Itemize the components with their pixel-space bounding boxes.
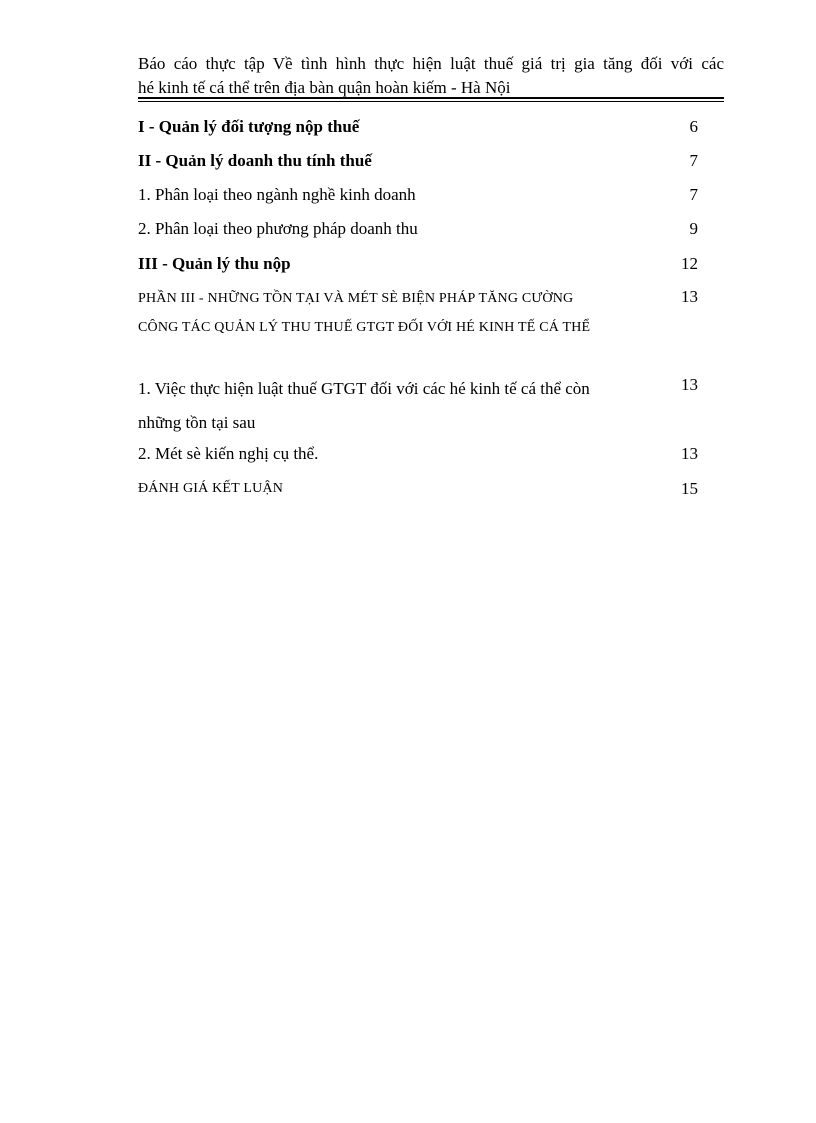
header-title-line-2: hé kinh tế cá thể trên địa bàn quận hoàn kiếm - Hà Nội bbox=[138, 78, 511, 97]
toc-entry-title: 1. Việc thực hiện luật thuế GTGT đối với các hé kinh tế cá thể còn những tồn tại sau bbox=[138, 379, 590, 432]
toc-entry-title: PHẦN III - NHỮNG TỒN TẠI VÀ MÉT SÈ BIỆN PHÁP TĂNG CƯỜNG CÔNG TÁC QUẢN LÝ THU THUẾ GTGT ĐỐI VỚI HÉ KINH TẾ CÁ THỂ bbox=[138, 291, 591, 335]
toc-entry-page: 13 bbox=[681, 375, 698, 394]
header-rule-thin bbox=[138, 101, 724, 102]
toc-entry-title: ĐÁNH GIÁ KẾT LUẬN bbox=[138, 481, 284, 496]
toc-entry-title: 1. Phân loại theo ngành nghề kinh doanh bbox=[138, 185, 416, 204]
toc-entry-page: 13 bbox=[681, 444, 698, 463]
toc-entry-page: 13 bbox=[681, 287, 698, 306]
toc-entry-page: 15 bbox=[681, 479, 698, 498]
toc-entry-page: 7 bbox=[689, 151, 698, 170]
toc-entry-page: 12 bbox=[681, 254, 698, 273]
toc-entry-page: 9 bbox=[689, 219, 698, 238]
toc-entry-title: 2. Phân loại theo phương pháp doanh thu bbox=[138, 219, 418, 238]
toc-entry-title: I - Quản lý đối tượng nộp thuế bbox=[138, 117, 360, 136]
toc-entry-page: 6 bbox=[689, 117, 698, 136]
header-rule-thick bbox=[138, 97, 724, 99]
toc-entry-page: 7 bbox=[689, 185, 698, 204]
toc-entry-title: II - Quản lý doanh thu tính thuế bbox=[138, 151, 372, 170]
toc-entry-title: 2. Mét sè kiến nghị cụ thể. bbox=[138, 444, 319, 463]
page-header bbox=[138, 52, 724, 100]
header-title-line-1: Báo cáo thực tập Về tình hình thực hiện luật thuế giá trị gia tăng đối với các bbox=[138, 54, 724, 73]
toc-entry-title: III - Quản lý thu nộp bbox=[138, 254, 291, 273]
